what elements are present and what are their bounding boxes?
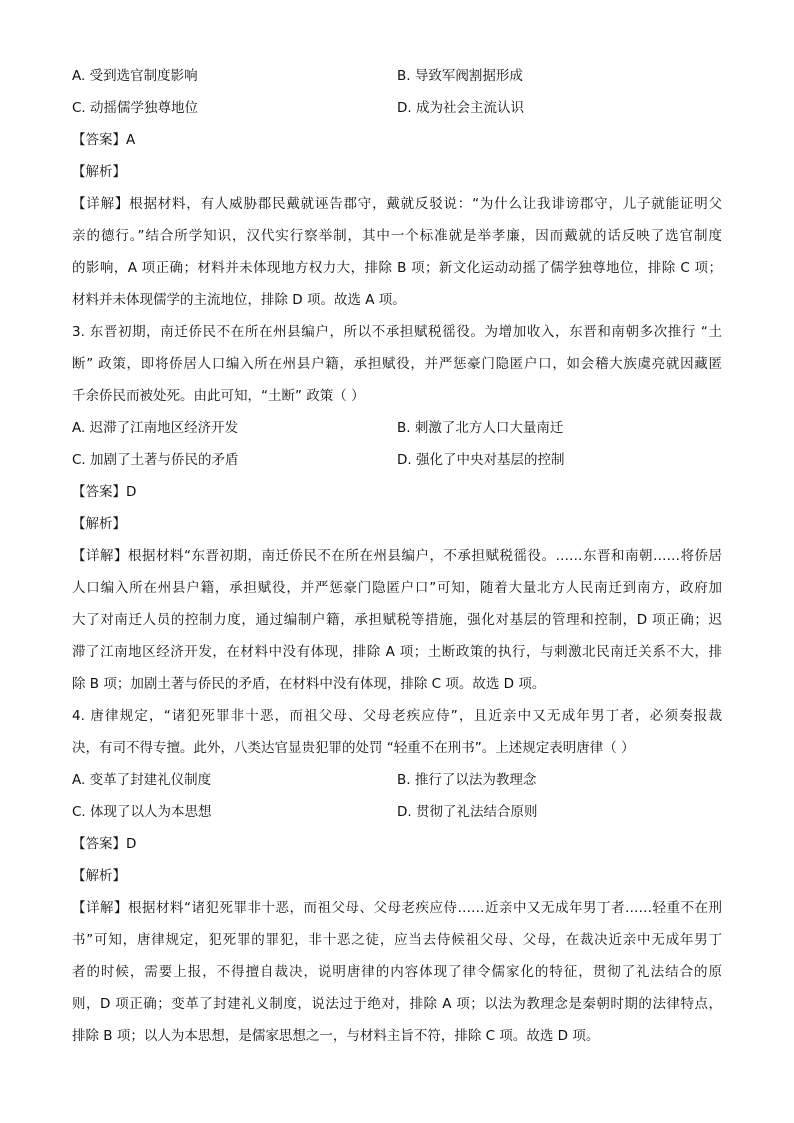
q2-option-d: D. 成为社会主流认识	[397, 100, 524, 116]
q4-detail-line: 者的时候，需要上报，不得擅自裁决，说明唐律的内容体现了律令儒家化的特征，贯彻了礼法结合的原	[72, 964, 722, 980]
q4-detail-line: 则，D 项正确；变革了封建礼义制度，说法过于绝对，排除 A 项；以法为教理念是秦朝时期的法律特点，	[72, 996, 722, 1012]
q4-answer: 【答案】D	[72, 836, 137, 852]
q3-detail-line: 滞了江南地区经济开发，在材料中没有体现，排除 A 项；土断政策的执行，与刺激北民南迁关系不大，排	[72, 644, 722, 660]
q3-stem-line: 断” 政策，即将侨居人口编入所在州县户籍，承担赋役，并严惩豪门隐匿户口，如会稽大族虞亮就因藏匿	[72, 356, 722, 372]
q3-detail-line: 除 B 项；加剧土著与侨民的矛盾，在材料中没有体现，排除 C 项。故选 D 项。	[72, 676, 546, 692]
q2-analysis-label: 【解析】	[72, 164, 126, 180]
q4-detail-line: 书”可知，唐律规定，犯死罪的罪犯，非十恶之徒，应当去侍候祖父母、父母，在裁决近亲中无成年男丁	[72, 932, 722, 948]
q3-answer: 【答案】D	[72, 484, 137, 500]
q2-detail-line: 亲的德行。”结合所学知识，汉代实行察举制，其中一个标准就是举孝廉，因而戴就的话反映了选官制度	[72, 228, 722, 244]
q2-option-a: A. 受到选官制度影响	[72, 68, 198, 84]
q4-option-c: C. 体现了以人为本思想	[72, 804, 212, 820]
q2-answer: 【答案】A	[72, 132, 136, 148]
q3-stem-line: 千余侨民而被处死。由此可知，“土断” 政策（ ）	[72, 388, 365, 404]
q3-option-b: B. 刺激了北方人口大量南迁	[397, 420, 564, 436]
q4-stem-line: 决，有司不得专擅。此外，八类达官显贵犯罪的处罚 “轻重不在刑书”。上述规定表明唐律（ ）	[72, 740, 635, 756]
q4-detail-line: 排除 B 项；以人为本思想，是儒家思想之一，与材料主旨不符，排除 C 项。故选 D 项。	[72, 1028, 600, 1044]
q3-option-d: D. 强化了中央对基层的控制	[397, 452, 565, 468]
q4-analysis-label: 【解析】	[72, 868, 126, 884]
q3-option-a: A. 迟滞了江南地区经济开发	[72, 420, 239, 436]
q4-option-d: D. 贯彻了礼法结合原则	[397, 804, 538, 820]
q2-option-c: C. 动摇儒学独尊地位	[72, 100, 199, 116]
q3-detail-line: 【详解】根据材料“东晋初期，南迁侨民不在所在州县编户，不承担赋税徭役。……东晋和南朝……将侨居	[72, 548, 722, 564]
q4-stem-line: 4. 唐律规定，“诸犯死罪非十恶，而祖父母、父母老疾应侍”，且近亲中又无成年男丁者，必须奏报裁	[72, 708, 722, 724]
q4-option-b: B. 推行了以法为教理念	[397, 772, 537, 788]
q4-option-a: A. 变革了封建礼仪制度	[72, 772, 212, 788]
q3-detail-line: 人口编入所在州县户籍，承担赋役，并严惩豪门隐匿户口”可知，随着大量北方人民南迁到南方，政府加	[72, 580, 722, 596]
q3-analysis-label: 【解析】	[72, 516, 126, 532]
q3-detail-line: 大了对南迁人员的控制力度，通过编制户籍，承担赋税等措施，强化对基层的管理和控制，D 项正确；迟	[72, 612, 722, 628]
q3-stem-line: 3. 东晋初期，南迁侨民不在所在州县编户，所以不承担赋税徭役。为增加收入，东晋和南朝多次推行 “土	[72, 324, 722, 340]
q2-detail-line: 材料并未体现儒学的主流地位，排除 D 项。故选 A 项。	[72, 292, 406, 308]
q3-option-c: C. 加剧了土著与侨民的矛盾	[72, 452, 239, 468]
q2-option-b: B. 导致军阀割据形成	[397, 68, 523, 84]
q2-detail-line: 【详解】根据材料，有人威胁郡民戴就诬告郡守，戴就反驳说：“为什么让我诽谤郡守，儿子就能证明父	[72, 196, 722, 212]
q4-detail-line: 【详解】根据材料“诸犯死罪非十恶，而祖父母、父母老疾应侍……近亲中又无成年男丁者……轻重不在刑	[72, 900, 722, 916]
q2-detail-line: 的影响，A 项正确；材料并未体现地方权力大，排除 B 项；新文化运动动摇了儒学独尊地位，排除 C 项；	[72, 260, 722, 276]
